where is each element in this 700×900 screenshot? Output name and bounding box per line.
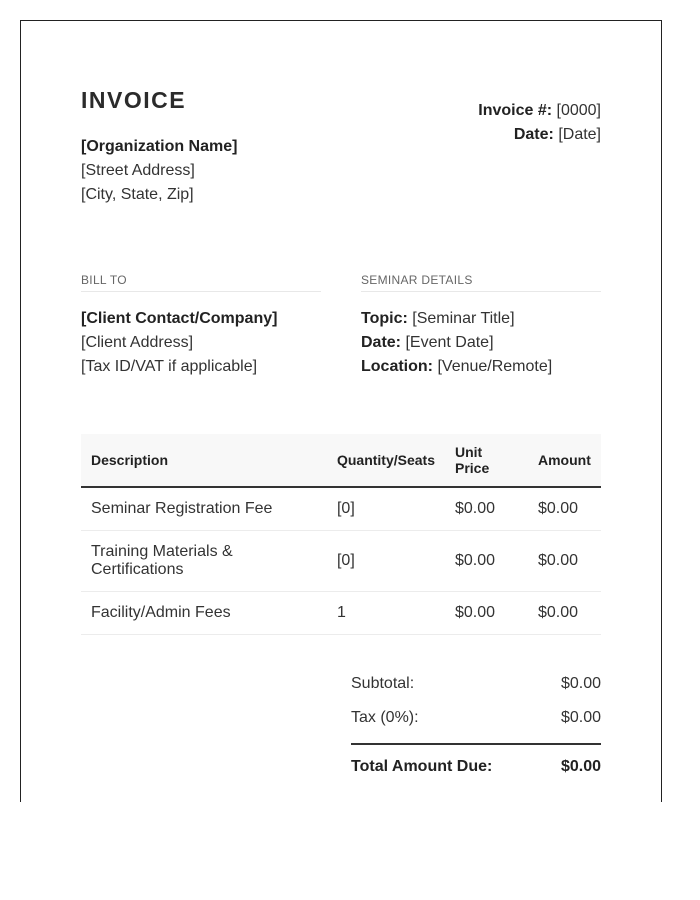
- seminar-location-line: [361, 355, 552, 379]
- invoice-date-line: [478, 123, 601, 147]
- seminar-details-label: SEMINAR DETAILS: [361, 273, 601, 292]
- invoice-meta: [478, 99, 601, 147]
- row-description: Seminar Registration Fee: [81, 487, 327, 530]
- row-quantity: [0]: [327, 530, 445, 591]
- header-amount: Amount: [528, 434, 601, 487]
- line-items-table: [81, 434, 601, 635]
- header-unit-price: Unit Price: [445, 434, 528, 487]
- total-due-value: $0.00: [560, 758, 601, 775]
- row-unit-price: $0.00: [445, 487, 528, 530]
- subtotal-value: $0.00: [560, 675, 601, 692]
- street-address: [Street Address]: [81, 162, 195, 179]
- tax-value: $0.00: [560, 709, 601, 726]
- table-row: [81, 530, 601, 591]
- organization-name: [Organization Name]: [81, 138, 238, 155]
- table-header-row: [81, 434, 601, 487]
- totals-block: [351, 667, 601, 787]
- invoice-page: [20, 20, 662, 802]
- seminar-topic-value: [Seminar Title]: [412, 310, 515, 327]
- table-row: [81, 487, 601, 530]
- tax-label: Tax (0%):: [351, 709, 419, 726]
- row-quantity: 1: [327, 591, 445, 634]
- table-row: [81, 591, 601, 634]
- invoice-number-line: [478, 99, 601, 123]
- client-name: [Client Contact/Company]: [81, 310, 278, 327]
- row-description: Training Materials & Certifications: [81, 530, 327, 591]
- bill-to-block: [81, 307, 277, 379]
- row-amount: $0.00: [528, 487, 601, 530]
- client-address: [Client Address]: [81, 334, 194, 351]
- invoice-date-label: Date:: [513, 126, 554, 143]
- subtotal-label: Subtotal:: [351, 675, 415, 692]
- row-amount: $0.00: [528, 591, 601, 634]
- seminar-topic-line: [361, 307, 552, 331]
- invoice-date-value: [Date]: [558, 126, 601, 143]
- header-quantity: Quantity/Seats: [327, 434, 445, 487]
- seminar-location-label: Location:: [361, 358, 433, 375]
- seminar-date-label: Date:: [361, 334, 402, 351]
- row-quantity: [0]: [327, 487, 445, 530]
- organization-block: [81, 135, 237, 207]
- invoice-number-label: Invoice #:: [478, 102, 553, 119]
- client-tax-id: [Tax ID/VAT if applicable]: [81, 358, 258, 375]
- total-due-row: [351, 743, 601, 787]
- seminar-details-block: [361, 307, 552, 379]
- seminar-date-line: [361, 331, 552, 355]
- subtotal-row: [351, 667, 601, 701]
- city-state-zip: [City, State, Zip]: [81, 186, 194, 203]
- tax-row: [351, 701, 601, 735]
- seminar-date-value: [Event Date]: [405, 334, 494, 351]
- row-description: Facility/Admin Fees: [81, 591, 327, 634]
- header-description: Description: [81, 434, 327, 487]
- bill-to-label: BILL TO: [81, 273, 321, 292]
- total-due-label: Total Amount Due:: [351, 758, 493, 775]
- invoice-title: INVOICE: [81, 87, 187, 113]
- row-unit-price: $0.00: [445, 591, 528, 634]
- seminar-location-value: [Venue/Remote]: [437, 358, 553, 375]
- invoice-number-value: [0000]: [556, 102, 601, 119]
- seminar-topic-label: Topic:: [361, 310, 408, 327]
- row-unit-price: $0.00: [445, 530, 528, 591]
- row-amount: $0.00: [528, 530, 601, 591]
